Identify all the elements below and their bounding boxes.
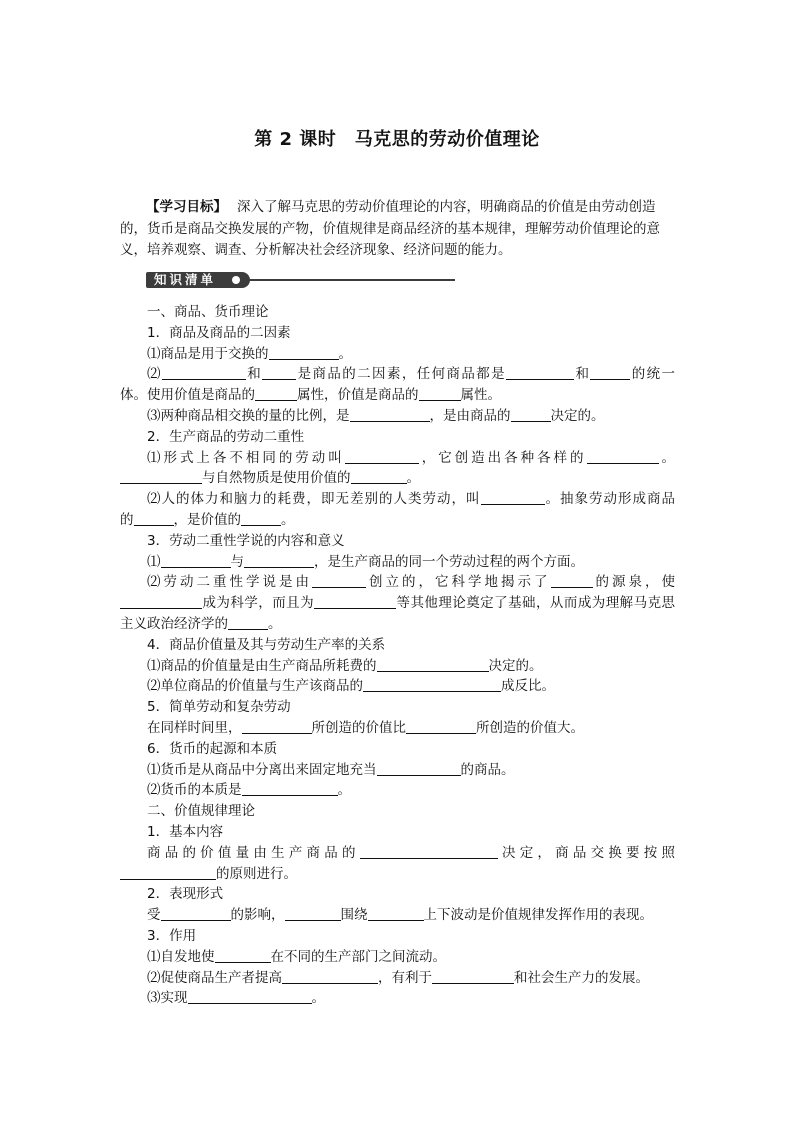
text: 的源泉，使 [592,574,675,591]
text: 是商品的二因素，任何商品都是 [296,366,507,383]
text: 的商品。 [460,761,515,778]
blank-field[interactable] [590,365,630,380]
text: 和 [245,366,263,383]
text: 所创造的价值比 [311,719,406,736]
text: ⑶实现 [147,990,188,1007]
text: 与自然物质是使用价值的 [202,470,351,487]
text: 。抽象劳动形成商品 [544,491,675,508]
fill-line [120,864,675,885]
text: ⑵促使商品生产者提高 [147,969,282,986]
fill-line [120,718,675,739]
text: 的原则进行。 [216,865,297,882]
blank-field[interactable] [244,553,314,568]
fill-line [120,489,675,510]
text: 在同样时间里， [147,719,242,736]
subheading: 3．劳动二重性学说的内容和意义 [147,532,345,549]
text: 决定的。 [550,407,605,424]
fill-line [120,843,675,864]
text: ，它创造出各种各样的 [418,449,587,466]
text: 上下波动是价值规律发挥作用的表现。 [423,907,653,924]
blank-field[interactable] [351,469,407,484]
section-heading: 二、价值规律理论 [147,803,255,820]
subheading: 5．简单劳动和复杂劳动 [147,699,291,716]
text: ⑴货币是从商品中分离出来固定地充当 [147,761,377,778]
text: 和社会生产力的发展。 [514,969,649,986]
text: 的统一 [630,366,676,383]
text: 决定的。 [488,657,543,674]
blank-field[interactable] [242,719,312,734]
text: ，是价值的 [173,511,241,528]
fill-line [120,385,675,406]
text: 和 [574,366,591,383]
text: ⑴形式上各不相同的劳动叫 [147,449,345,466]
blank-field[interactable] [345,449,419,464]
blank-field[interactable] [282,969,378,984]
blank-field[interactable] [377,761,461,776]
section-heading: 一、商品、货币理论 [147,304,269,320]
subheading: 1．基本内容 [147,823,224,840]
blank-field[interactable] [312,573,366,588]
fill-line [120,905,675,926]
blank-field[interactable] [481,490,545,505]
blank-field[interactable] [120,594,202,609]
text: ⑴ [147,553,161,570]
text: ⑴自发地使 [147,948,215,965]
blank-field[interactable] [551,573,593,588]
text: 。 [406,470,420,487]
text: 。 [268,615,282,632]
fill-line [120,676,675,697]
fill-line [120,656,675,677]
blank-field[interactable] [262,365,296,380]
blank-field[interactable] [377,657,489,672]
text: 围绕 [340,907,368,924]
subheading: 1．商品及商品的二因素 [147,324,291,341]
fill-line [120,364,675,385]
blank-field[interactable] [368,906,424,921]
fill-line [120,552,675,573]
text: 体。使用价值是商品的 [120,387,255,404]
blank-field[interactable] [587,449,659,464]
text: ⑵ [147,366,162,383]
fill-line [120,988,675,1009]
text: ⑶两种商品相交换的量的比例，是 [147,407,350,424]
banner-dot-icon [232,276,240,284]
text: 。 [338,345,352,362]
blank-field[interactable] [360,844,498,859]
text: 在不同的生产部门之间流动。 [270,948,446,965]
text: 决定，商品交换要按照 [497,844,676,861]
blank-field[interactable] [215,948,271,963]
fill-line [120,406,675,427]
banner-label: 知识清单 [154,272,217,287]
text: 。 [281,511,295,528]
fill-line [120,593,675,614]
blank-field[interactable] [363,677,501,692]
text: ，有利于 [378,969,432,986]
fill-line [120,968,675,989]
blank-field[interactable] [162,365,246,380]
goal-text: 深入了解马克思的劳动价值理论的内容，明确商品的价值是由劳动创造 [237,199,656,215]
blank-field[interactable] [314,594,396,609]
text: ⑵单位商品的价值量与生产该商品的 [147,678,363,695]
text: 属性，价值是商品的 [297,387,419,404]
fill-line [120,614,675,635]
fill-line [120,572,675,593]
text: 与 [230,553,244,570]
subheading: 6．货币的起源和本质 [147,740,278,757]
subheading: 2．生产商品的劳动二重性 [147,428,305,445]
goal-text: 的，货币是商品交换发展的产物，价值规律是商品经济的基本规律，理解劳动价值理论的意 [120,220,660,237]
text: 所创造的价值大。 [476,719,584,736]
blank-field[interactable] [161,553,231,568]
blank-field[interactable] [242,781,338,796]
text: 商品的价值量由生产商品的 [147,844,360,861]
worksheet-body [120,302,675,1009]
section-banner [120,272,460,288]
blank-field[interactable] [406,719,476,734]
fill-line [120,760,675,781]
banner-rule [250,279,455,281]
blank-field[interactable] [188,989,312,1004]
fill-line [120,344,675,365]
text: ⑵货币的本质是 [147,782,242,799]
text: 主义政治经济学的 [120,615,228,632]
blank-field[interactable] [134,511,174,526]
goal-text: 义，培养观察、调查、分析解决社会经济现象、经济问题的能力。 [120,242,512,258]
text: 。 [658,449,676,466]
blank-field[interactable] [419,386,461,401]
text: 属性。 [460,387,501,404]
blank-field[interactable] [269,345,339,360]
text: ⑴商品的价值量是由生产商品所耗费的 [147,657,377,674]
fill-line [120,947,675,968]
page-title: 第 2 课时 马克思的劳动价值理论 [254,129,540,150]
blank-field[interactable] [350,407,430,422]
blank-field[interactable] [161,906,231,921]
text: ⑴商品是用于交换的 [147,345,269,362]
text: 创立的，它科学地揭示了 [366,574,551,591]
blank-field[interactable] [285,906,341,921]
subheading: 2．表现形式 [147,886,224,903]
fill-line [120,448,675,469]
blank-field[interactable] [506,365,574,380]
text: 等其他理论奠定了基础，从而成为理解马克思 [396,595,676,612]
text: ⑵人的体力和脑力的耗费，即无差别的人类劳动，叫 [147,491,481,508]
blank-field[interactable] [120,469,202,484]
text: 受 [147,907,161,924]
text: 。 [311,990,325,1007]
goal-label: 【学习目标】 [146,199,227,215]
fill-line [120,510,675,531]
text: 的 [120,511,134,528]
text: 成反比。 [501,678,555,695]
fill-line [120,468,675,489]
subheading: 4．商品价值量及其与劳动生产率的关系 [147,636,386,653]
blank-field[interactable] [228,615,268,630]
text: 的影响， [230,907,285,924]
text: 成为科学，而且为 [202,595,315,612]
text: ⑵劳动二重性学说是由 [147,574,312,591]
text: 。 [337,782,351,799]
subheading: 3．作用 [147,927,197,944]
text: ，是生产商品的同一个劳动过程的两个方面。 [314,553,584,570]
learning-goal [120,197,675,262]
blank-field[interactable] [432,969,514,984]
blank-field[interactable] [511,407,551,422]
blank-field[interactable] [241,511,281,526]
blank-field[interactable] [120,865,216,880]
fill-line [120,780,675,801]
blank-field[interactable] [255,386,297,401]
text: ，是由商品的 [429,407,511,424]
